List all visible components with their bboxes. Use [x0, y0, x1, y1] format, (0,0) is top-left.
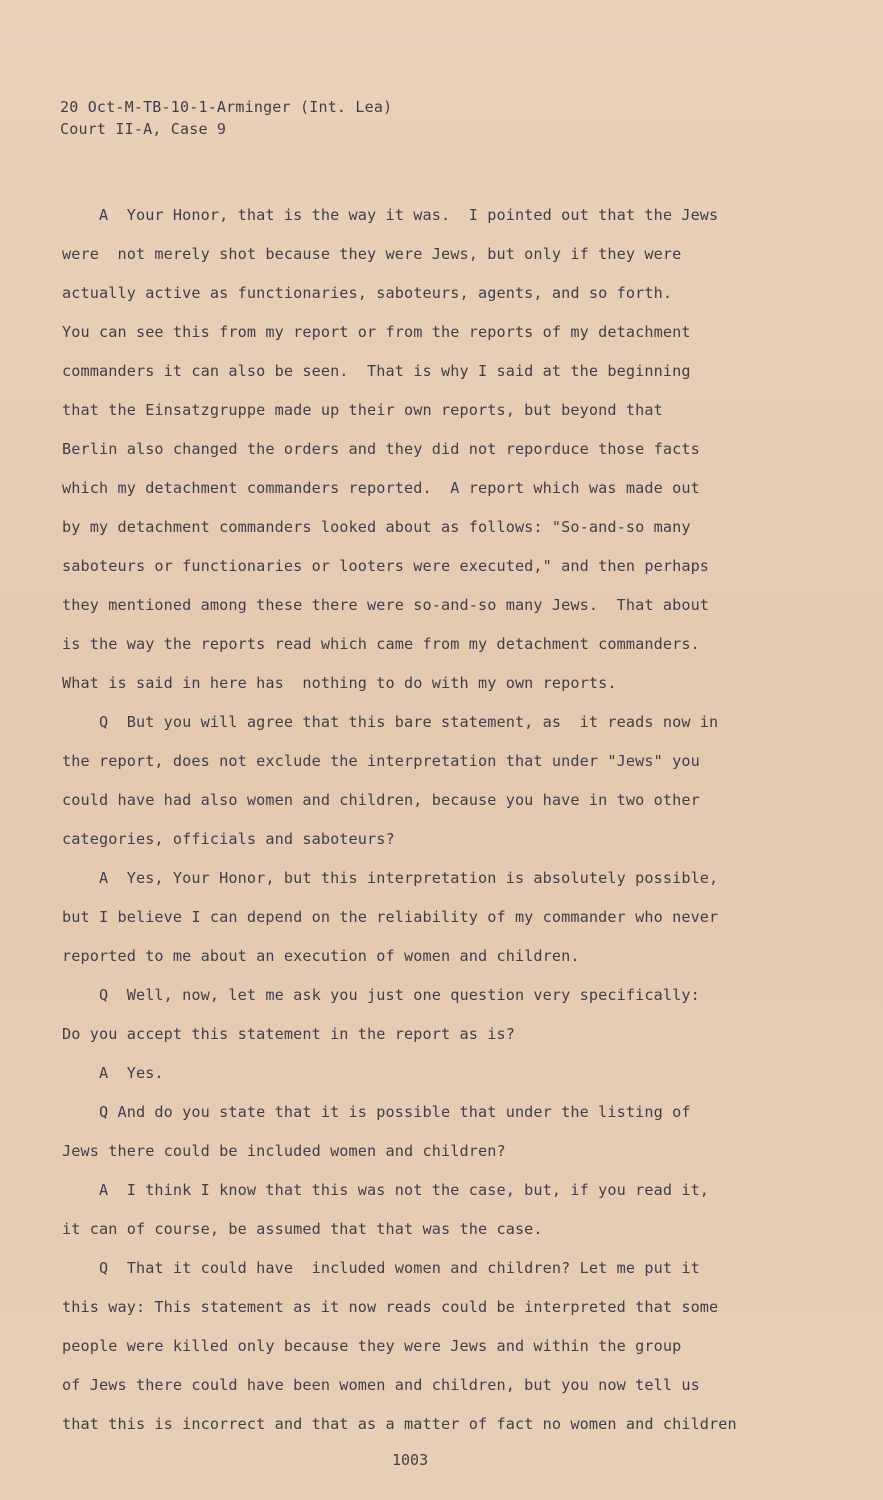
transcript-line: A Yes.	[62, 1064, 164, 1082]
transcript-line: categories, officials and saboteurs?	[62, 830, 395, 848]
transcript-line: What is said in here has nothing to do with my own reports.	[62, 674, 617, 692]
transcript-line: of Jews there could have been women and children, but you now tell us	[62, 1376, 700, 1394]
transcript-line: Q Well, now, let me ask you just one question very specifically:	[62, 986, 700, 1004]
transcript-line: but I believe I can depend on the reliability of my commander who never	[62, 908, 719, 926]
transcript-line: that this is incorrect and that as a matter of fact no women and children	[62, 1415, 737, 1433]
transcript-line: A Your Honor, that is the way it was. I pointed out that the Jews	[62, 206, 719, 224]
transcript-line: Jews there could be included women and children?	[62, 1142, 506, 1160]
header-line-1: 20 Oct-M-TB-10-1-Arminger (Int. Lea)	[60, 98, 393, 116]
transcript-line: it can of course, be assumed that that was the case.	[62, 1220, 543, 1238]
document-header	[60, 96, 392, 140]
transcript-line: You can see this from my report or from the reports of my detachment	[62, 323, 691, 341]
transcript-line: actually active as functionaries, saboteurs, agents, and so forth.	[62, 284, 673, 302]
transcript-line: A I think I know that this was not the case, but, if you read it,	[62, 1181, 710, 1199]
transcript-line: people were killed only because they were Jews and within the group	[62, 1337, 682, 1355]
transcript-line: A Yes, Your Honor, but this interpretation is absolutely possible,	[62, 869, 719, 887]
transcript-line: they mentioned among these there were so-and-so many Jews. That about	[62, 596, 710, 614]
transcript-line: reported to me about an execution of women and children.	[62, 947, 580, 965]
transcript-line: is the way the reports read which came from my detachment commanders.	[62, 635, 700, 653]
page-number: 1003	[392, 1451, 429, 1469]
transcript-line: by my detachment commanders looked about as follows: "So-and-so many	[62, 518, 691, 536]
transcript-line: that the Einsatzgruppe made up their own reports, but beyond that	[62, 401, 663, 419]
transcript-line: Do you accept this statement in the report as is?	[62, 1025, 515, 1043]
transcript-line: which my detachment commanders reported. A report which was made out	[62, 479, 700, 497]
transcript-line: could have had also women and children, because you have in two other	[62, 791, 700, 809]
transcript-line: commanders it can also be seen. That is why I said at the beginning	[62, 362, 691, 380]
transcript-line: the report, does not exclude the interpretation that under "Jews" you	[62, 752, 700, 770]
transcript-line: Q But you will agree that this bare statement, as it reads now in	[62, 713, 719, 731]
transcript-line: Q That it could have included women and children? Let me put it	[62, 1259, 700, 1277]
transcript-line: saboteurs or functionaries or looters were executed," and then perhaps	[62, 557, 710, 575]
transcript-line: Berlin also changed the orders and they did not reporduce those facts	[62, 440, 700, 458]
transcript-line: were not merely shot because they were Jews, but only if they were	[62, 245, 682, 263]
transcript-line: this way: This statement as it now reads could be interpreted that some	[62, 1298, 719, 1316]
header-line-2: Court II-A, Case 9	[60, 120, 227, 138]
transcript-line: Q And do you state that it is possible that under the listing of	[62, 1103, 691, 1121]
